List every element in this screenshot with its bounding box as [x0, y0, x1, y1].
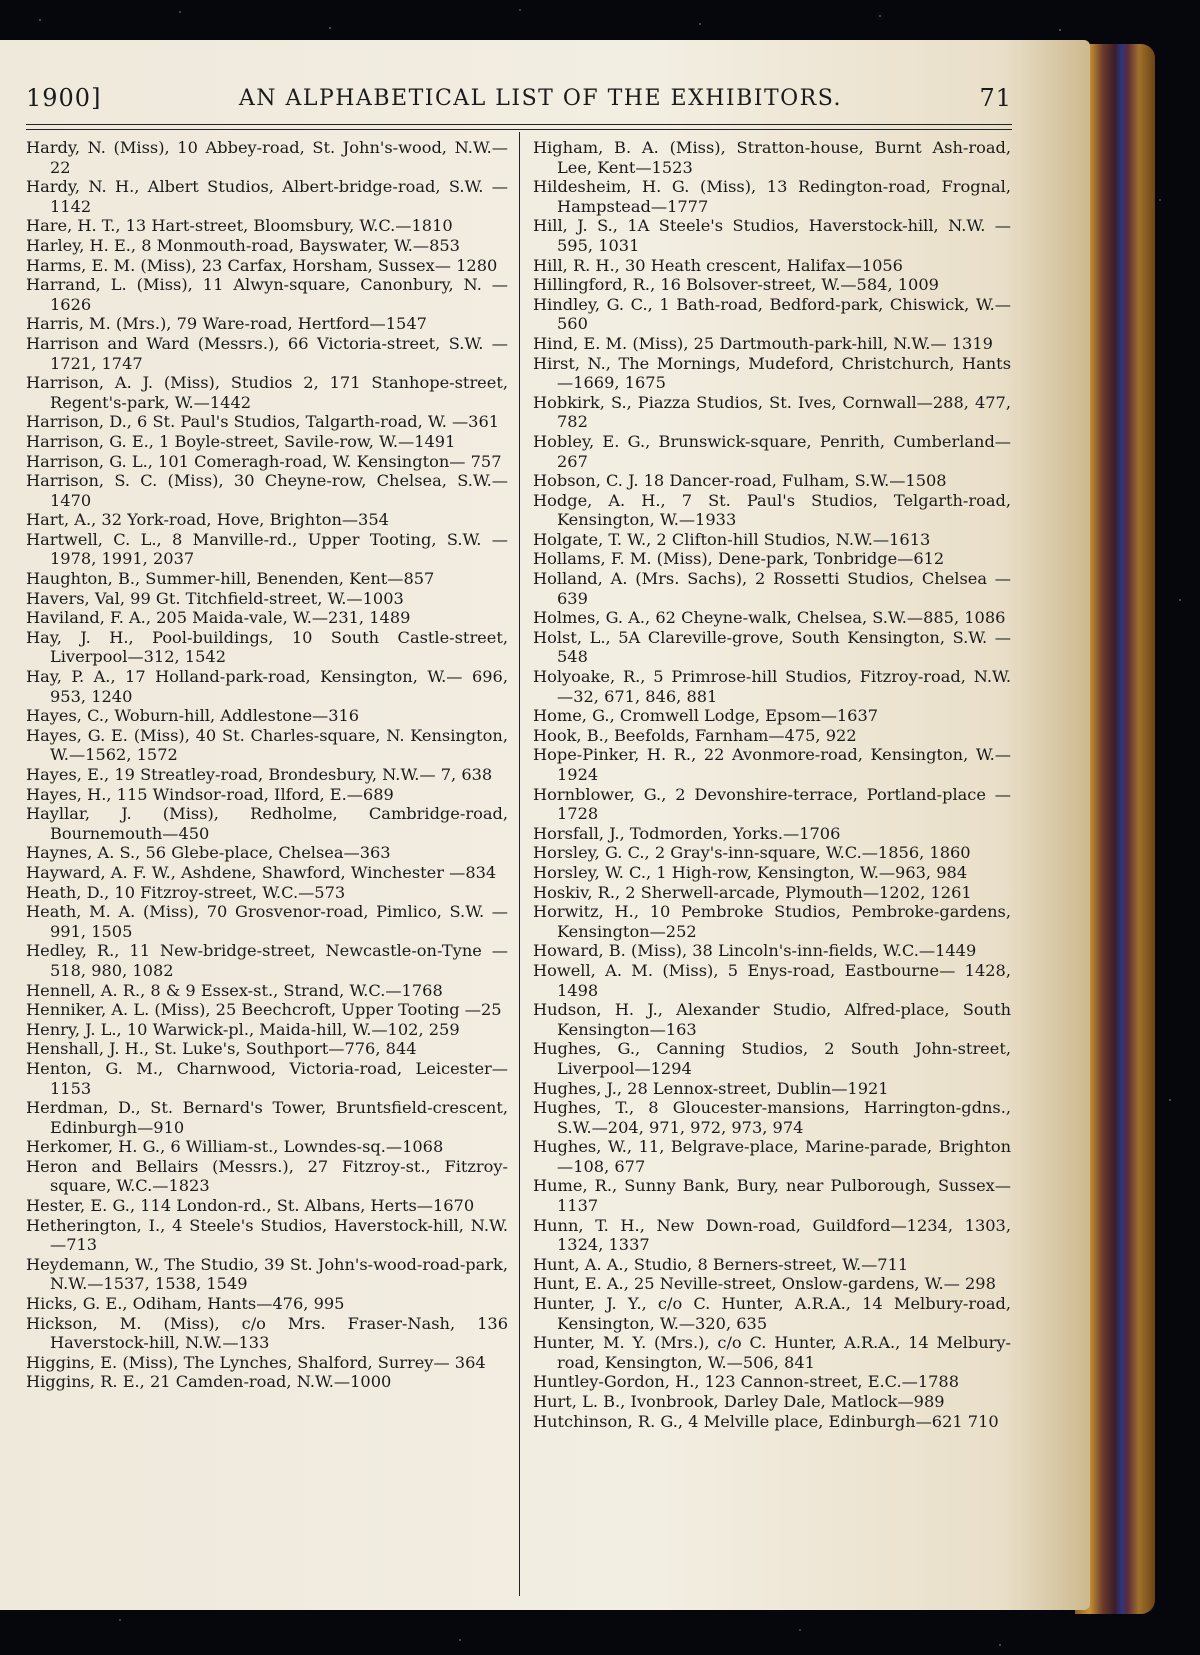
- exhibitor-entry: Hill, R. H., 30 Heath crescent, Halifax—1056: [533, 255, 903, 275]
- exhibitor-entry: Horsley, W. C., 1 High-row, Kensington, W.—963, 984: [533, 862, 968, 882]
- exhibitor-entry: Hare, H. T., 13 Hart-street, Bloomsbury, W.C.—1810: [26, 216, 453, 236]
- exhibitor-entry: Hunter, J. Y., c/o C. Hunter, A.R.A., 14 Melbury-road, Kensington, W.—320, 635: [533, 1294, 1011, 1333]
- exhibitor-entry: Horsley, G. C., 2 Gray's-inn-square, W.C.—1856, 1860: [533, 843, 971, 863]
- exhibitor-entry: Home, G., Cromwell Lodge, Epsom—1637: [533, 706, 879, 726]
- exhibitor-entry: Hughes, W., 11, Belgrave-place, Marine-parade, Brighton—108, 677: [533, 1137, 1011, 1176]
- exhibitor-entry: Hayes, G. E. (Miss), 40 St. Charles-square, N. Kensington, W.—1562, 1572: [26, 725, 508, 765]
- column-divider: [519, 132, 520, 1596]
- exhibitor-entry: Hayward, A. F. W., Ashdene, Shawford, Winchester —834: [26, 862, 497, 882]
- exhibitor-entry: Heath, D., 10 Fitzroy-street, W.C.—573: [26, 882, 346, 902]
- exhibitor-entry: Hind, E. M. (Miss), 25 Dartmouth-park-hill, N.W.— 1319: [533, 333, 993, 353]
- exhibitor-entry: Horsfall, J., Todmorden, Yorks.—1706: [533, 823, 841, 843]
- exhibitor-entry: Havers, Val, 99 Gt. Titchfield-street, W.—1003: [26, 588, 404, 608]
- exhibitor-entry: Hobson, C. J. 18 Dancer-road, Fulham, S.W.—1508: [533, 471, 947, 491]
- exhibitor-entry: Hayes, C., Woburn-hill, Addlestone—316: [26, 706, 360, 726]
- exhibitor-entry: Hobley, E. G., Brunswick-square, Penrith, Cumberland—267: [533, 431, 1011, 471]
- right-column: [533, 138, 1011, 1431]
- exhibitor-entry: Higgins, R. E., 21 Camden-road, N.W.—1000: [26, 1372, 392, 1392]
- exhibitor-entry: Harms, E. M. (Miss), 23 Carfax, Horsham, Sussex— 1280: [26, 255, 498, 275]
- exhibitor-entry: Hoskiv, R., 2 Sherwell-arcade, Plymouth—1202, 1261: [533, 882, 972, 902]
- exhibitor-entry: Hirst, N., The Mornings, Mudeford, Christchurch, Hants—1669, 1675: [533, 353, 1011, 393]
- exhibitor-entry: Hudson, H. J., Alexander Studio, Alfred-place, South Kensington—163: [533, 1000, 1011, 1039]
- exhibitor-entry: Henton, G. M., Charnwood, Victoria-road, Leicester— 1153: [26, 1058, 508, 1098]
- exhibitor-entry: Heydemann, W., The Studio, 39 St. John's-wood-road-park, N.W.—1537, 1538, 1549: [26, 1254, 508, 1294]
- exhibitor-entry: Huntley-Gordon, H., 123 Cannon-street, E.C.—1788: [533, 1372, 960, 1392]
- exhibitor-entry: Harrison, A. J. (Miss), Studios 2, 171 Stanhope-street, Regent's-park, W.—1442: [26, 373, 508, 412]
- exhibitor-entry: Holyoake, R., 5 Primrose-hill Studios, Fitzroy-road, N.W.—32, 671, 846, 881: [533, 667, 1011, 706]
- exhibitor-entry: Haviland, F. A., 205 Maida-vale, W.—231, 1489: [26, 608, 411, 628]
- exhibitor-entry: Hunt, A. A., Studio, 8 Berners-street, W.—711: [533, 1254, 909, 1274]
- exhibitor-entry: Hardy, N. (Miss), 10 Abbey-road, St. John's-wood, N.W.—22: [26, 138, 508, 177]
- exhibitor-entry: Hutchinson, R. G., 4 Melville place, Edinburgh—621 710: [533, 1411, 999, 1431]
- exhibitor-entry: Harley, H. E., 8 Monmouth-road, Bayswater, W.—853: [26, 235, 460, 255]
- left-column: [26, 138, 508, 1392]
- exhibitor-entry: Hedley, R., 11 New-bridge-street, Newcastle-on-Tyne —518, 980, 1082: [26, 941, 508, 980]
- exhibitor-entry: Hunn, T. H., New Down-road, Guildford—1234, 1303, 1324, 1337: [533, 1215, 1011, 1255]
- exhibitor-entry: Hobkirk, S., Piazza Studios, St. Ives, Cornwall—288, 477, 782: [533, 392, 1011, 432]
- exhibitor-entry: Hughes, J., 28 Lennox-street, Dublin—1921: [533, 1078, 889, 1098]
- exhibitor-entry: Henry, J. L., 10 Warwick-pl., Maida-hill, W.—102, 259: [26, 1019, 460, 1039]
- exhibitor-entry: Hook, B., Beefolds, Farnham—475, 922: [533, 725, 857, 745]
- exhibitor-entry: Howell, A. M. (Miss), 5 Enys-road, Eastbourne— 1428, 1498: [533, 960, 1011, 1000]
- exhibitor-entry: Hardy, N. H., Albert Studios, Albert-bridge-road, S.W. —1142: [26, 177, 508, 216]
- exhibitor-entry: Hayes, E., 19 Streatley-road, Brondesbury, N.W.— 7, 638: [26, 765, 493, 784]
- exhibitor-entry: Hindley, G. C., 1 Bath-road, Bedford-park, Chiswick, W.—560: [533, 294, 1011, 334]
- exhibitor-entry: Harrison, D., 6 St. Paul's Studios, Talgarth-road, W. —361: [26, 412, 500, 432]
- exhibitor-entry: Hetherington, I., 4 Steele's Studios, Haverstock-hill, N.W.—713: [26, 1215, 508, 1255]
- exhibitor-entry: Hennell, A. R., 8 & 9 Essex-st., Strand, W.C.—1768: [26, 980, 443, 1000]
- header-title: AN ALPHABETICAL LIST OF THE EXHIBITORS.: [238, 85, 843, 111]
- exhibitor-entry: Haughton, B., Summer-hill, Benenden, Kent—857: [26, 569, 435, 589]
- exhibitor-entry: Hunter, M. Y. (Mrs.), c/o C. Hunter, A.R.A., 14 Melbury-road, Kensington, W.—506, 841: [533, 1333, 1011, 1372]
- header-year: 1900]: [26, 84, 102, 112]
- exhibitor-entry: Henniker, A. L. (Miss), 25 Beechcroft, Upper Tooting —25: [26, 1000, 502, 1020]
- exhibitor-entry: Heath, M. A. (Miss), 70 Grosvenor-road, Pimlico, S.W. —991, 1505: [26, 902, 508, 941]
- exhibitor-entry: Hillingford, R., 16 Bolsover-street, W.—584, 1009: [533, 275, 939, 295]
- exhibitor-entry: Herdman, D., St. Bernard's Tower, Bruntsfield-crescent, Edinburgh—910: [26, 1098, 508, 1137]
- page-header: [26, 80, 1012, 116]
- exhibitor-entry: Hill, J. S., 1A Steele's Studios, Haverstock-hill, N.W. —595, 1031: [533, 216, 1011, 255]
- exhibitor-entry: Hayes, H., 115 Windsor-road, Ilford, E.—689: [26, 784, 394, 804]
- exhibitor-entry: Hollams, F. M. (Miss), Dene-park, Tonbridge—612: [533, 549, 945, 569]
- page-number: 71: [979, 84, 1012, 112]
- exhibitor-entry: Holland, A. (Mrs. Sachs), 2 Rossetti Studios, Chelsea —639: [533, 569, 1011, 608]
- exhibitor-entry: Holst, L., 5A Clareville-grove, South Kensington, S.W. —548: [533, 627, 1011, 667]
- exhibitor-entry: Henshall, J. H., St. Luke's, Southport—776, 844: [26, 1039, 417, 1059]
- exhibitor-entry: Haynes, A. S., 56 Glebe-place, Chelsea—363: [26, 843, 391, 863]
- exhibitor-entry: Higham, B. A. (Miss), Stratton-house, Burnt Ash-road, Lee, Kent—1523: [533, 138, 1011, 177]
- exhibitor-entry: Hurt, L. B., Ivonbrook, Darley Dale, Matlock—989: [533, 1392, 945, 1411]
- header-rule-bottom: [26, 129, 1012, 130]
- exhibitor-entry: Herkomer, H. G., 6 William-st., Lowndes-sq.—1068: [26, 1137, 444, 1157]
- exhibitor-entry: Hume, R., Sunny Bank, Bury, near Pulborough, Sussex—1137: [533, 1176, 1011, 1216]
- exhibitor-entry: Heron and Bellairs (Messrs.), 27 Fitzroy-st., Fitzroy-square, W.C.—1823: [26, 1156, 508, 1196]
- exhibitor-entry: Harrison, G. E., 1 Boyle-street, Savile-row, W.—1491: [26, 431, 456, 451]
- header-rule-top: [26, 124, 1012, 125]
- exhibitor-entry: Horwitz, H., 10 Pembroke Studios, Pembroke-gardens, Kensington—252: [533, 902, 1011, 941]
- exhibitor-entry: Hart, A., 32 York-road, Hove, Brighton—354: [26, 510, 389, 530]
- exhibitor-entry: Holgate, T. W., 2 Clifton-hill Studios, N.W.—1613: [533, 529, 931, 549]
- exhibitor-entry: Hay, P. A., 17 Holland-park-road, Kensington, W.— 696, 953, 1240: [26, 667, 508, 706]
- exhibitor-entry: Higgins, E. (Miss), The Lynches, Shalford, Surrey— 364: [26, 1352, 486, 1372]
- exhibitor-entry: Holmes, G. A., 62 Cheyne-walk, Chelsea, S.W.—885, 1086: [533, 608, 1006, 628]
- exhibitor-entry: Hay, J. H., Pool-buildings, 10 South Castle-street, Liverpool—312, 1542: [26, 627, 508, 667]
- exhibitor-entry: Harrand, L. (Miss), 11 Alwyn-square, Canonbury, N. —1626: [26, 275, 508, 314]
- exhibitor-entry: Hickson, M. (Miss), c/o Mrs. Fraser-Nash, 136 Haverstock-hill, N.W.—133: [26, 1313, 508, 1353]
- exhibitor-entry: Hester, E. G., 114 London-rd., St. Albans, Herts—1670: [26, 1196, 475, 1216]
- exhibitor-entry: Harrison and Ward (Messrs.), 66 Victoria-street, S.W. —1721, 1747: [26, 333, 508, 373]
- exhibitor-entry: Hayllar, J. (Miss), Redholme, Cambridge-road, Bournemouth—450: [26, 804, 508, 843]
- exhibitor-entry: Hughes, T., 8 Gloucester-mansions, Harrington-gdns., S.W.—204, 971, 972, 973, 974: [533, 1098, 1011, 1137]
- exhibitor-entry: Hicks, G. E., Odiham, Hants—476, 995: [26, 1294, 345, 1314]
- exhibitor-entry: Harrison, G. L., 101 Comeragh-road, W. Kensington— 757: [26, 451, 502, 471]
- exhibitor-entry: Hodge, A. H., 7 St. Paul's Studios, Telgarth-road, Kensington, W.—1933: [533, 490, 1011, 530]
- exhibitor-entry: Harrison, S. C. (Miss), 30 Cheyne-row, Chelsea, S.W.— 1470: [26, 471, 508, 510]
- exhibitor-entry: Hartwell, C. L., 8 Manville-rd., Upper Tooting, S.W. —1978, 1991, 2037: [26, 529, 508, 569]
- exhibitor-entry: Howard, B. (Miss), 38 Lincoln's-inn-fields, W.C.—1449: [533, 941, 977, 961]
- exhibitor-entry: Hunt, E. A., 25 Neville-street, Onslow-gardens, W.— 298: [533, 1274, 996, 1294]
- exhibitor-entry: Harris, M. (Mrs.), 79 Ware-road, Hertford—1547: [26, 314, 427, 334]
- exhibitor-entry: Hughes, G., Canning Studios, 2 South John-street, Liverpool—1294: [533, 1039, 1011, 1078]
- exhibitor-entry: Hope-Pinker, H. R., 22 Avonmore-road, Kensington, W.—1924: [533, 745, 1011, 784]
- exhibitor-entry: Hildesheim, H. G. (Miss), 13 Redington-road, Frognal, Hampstead—1777: [533, 177, 1011, 216]
- exhibitor-entry: Hornblower, G., 2 Devonshire-terrace, Portland-place —1728: [533, 784, 1011, 824]
